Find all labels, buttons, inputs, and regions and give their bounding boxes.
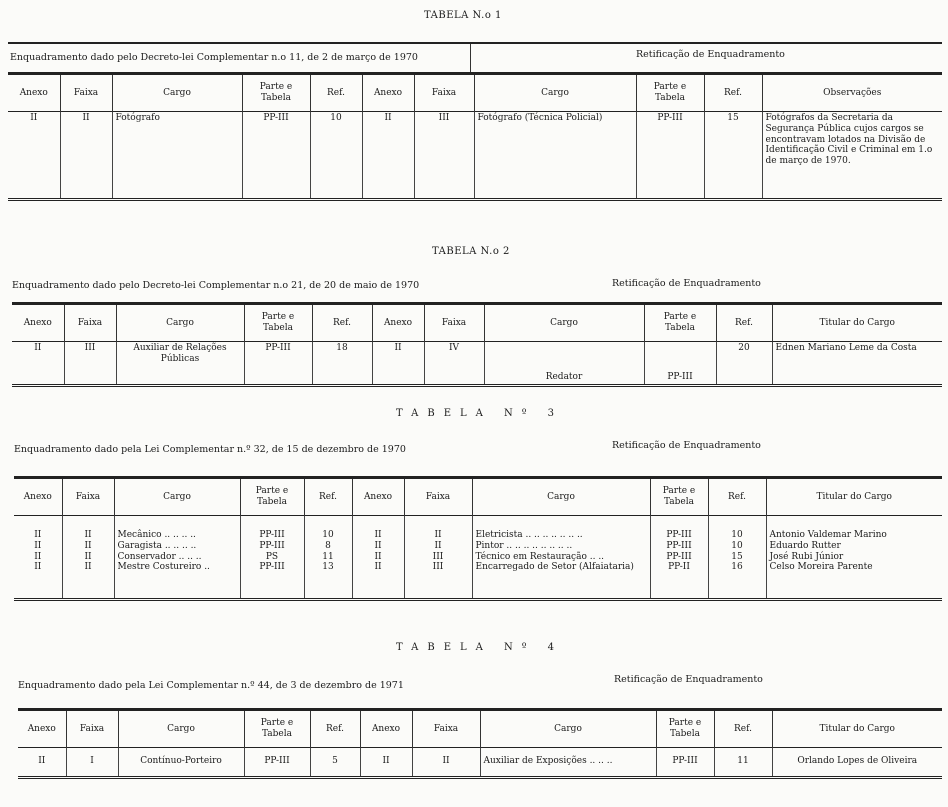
cell: 10 10 15 16 (708, 516, 766, 600)
header-faixa-ret: Faixa (404, 478, 472, 516)
tabela3-right-caption: Retificação de Enquadramento (612, 440, 761, 451)
cell: III (64, 342, 116, 386)
tabela2-title: TABELA N.o 2 (432, 246, 510, 257)
tabela3-table (14, 476, 942, 601)
cell: II (372, 342, 424, 386)
cell: 10 (310, 112, 362, 200)
table-row (8, 112, 942, 200)
header-faixa: Faixa (66, 710, 118, 748)
header-anexo-ret: Anexo (362, 74, 414, 112)
cell: PP-III PP-III PS PP-III (240, 516, 304, 600)
cell: 18 (312, 342, 372, 386)
cell: Ednen Mariano Leme da Costa (772, 342, 942, 386)
header-cargo-ret: Cargo (480, 710, 656, 748)
header-parte-tabela: Parte e Tabela (244, 304, 312, 342)
header-ref: Ref. (310, 74, 362, 112)
header-faixa: Faixa (64, 304, 116, 342)
header-titular: Titular do Cargo (766, 478, 942, 516)
tabela4-table (18, 708, 942, 779)
header-titular: Titular do Cargo (772, 710, 942, 748)
cell: Eletricista .. .. .. .. .. .. .. Pintor .. .. .. .. .. .. .. .. Técnico em Restauração .. .. Encarregado de Setor (Alfaiataria) (472, 516, 650, 600)
header-ref: Ref. (312, 304, 372, 342)
tabela1-left-caption: Enquadramento dado pelo Decreto-lei Complementar n.o 11, de 2 de março de 1970 (10, 52, 418, 63)
tabela1-title: TABELA N.o 1 (424, 10, 502, 21)
header-ref: Ref. (310, 710, 360, 748)
header-anexo-ret: Anexo (352, 478, 404, 516)
cell: PP-III (636, 112, 704, 200)
cell: Fotógrafo (112, 112, 242, 200)
cell: PP-III PP-III PP-III PP-II (650, 516, 708, 600)
header-observacoes: Observações (762, 74, 942, 112)
cell: 5 (310, 748, 360, 778)
header-faixa-ret: Faixa (412, 710, 480, 748)
cell: III (414, 112, 474, 200)
cell: Mecânico .. .. .. .. Garagista .. .. .. .. Conservador .. .. .. Mestre Costureiro .. (114, 516, 240, 600)
header-cargo: Cargo (118, 710, 244, 748)
header-cargo: Cargo (116, 304, 244, 342)
tabela4-title: TABELA Nº 4 (396, 642, 564, 653)
header-ref-ret: Ref. (704, 74, 762, 112)
cell: II (60, 112, 112, 200)
header-ref-ret: Ref. (708, 478, 766, 516)
tabela4-right-caption: Retificação de Enquadramento (614, 674, 763, 685)
header-parte-tabela-ret: Parte e Tabela (650, 478, 708, 516)
header-faixa-ret: Faixa (424, 304, 484, 342)
cell: PP-III (644, 342, 716, 386)
cell: 15 (704, 112, 762, 200)
cell: II (412, 748, 480, 778)
header-faixa: Faixa (60, 74, 112, 112)
header-cargo: Cargo (114, 478, 240, 516)
header-parte-tabela-ret: Parte e Tabela (656, 710, 714, 748)
header-anexo: Anexo (23, 317, 52, 328)
header-anexo-ret: Anexo (372, 304, 424, 342)
header-anexo-ret: Anexo (360, 710, 412, 748)
header-cargo-ret: Cargo (472, 478, 650, 516)
cell: Fotógrafo (Técnica Policial) (474, 112, 636, 200)
cell: 20 (716, 342, 772, 386)
cell: PP-III (244, 748, 310, 778)
cell: PP-III (244, 342, 312, 386)
cell: Redator (484, 342, 644, 386)
header-parte-tabela: Parte e Tabela (240, 478, 304, 516)
cell: Fotógrafos da Secretaria da Segurança Pública cujos cargos se encontravam lotados na Divisão de Identificação Civil e Criminal em 1.o de março de 1970. (762, 112, 942, 200)
tabela1-table (8, 72, 942, 201)
cell: II II II II (62, 516, 114, 600)
header-faixa: Faixa (62, 478, 114, 516)
cell: PP-III (656, 748, 714, 778)
tabela2-right-caption: Retificação de Enquadramento (612, 278, 761, 289)
table-row (12, 342, 942, 386)
cell: I (66, 748, 118, 778)
header-parte-tabela-ret: Parte e Tabela (636, 74, 704, 112)
header-anexo: Anexo (23, 491, 52, 502)
header-anexo: Anexo (19, 87, 48, 98)
cell: Contínuo-Porteiro (118, 748, 244, 778)
header-faixa-ret: Faixa (414, 74, 474, 112)
cell: Auxiliar de Exposições .. .. .. (480, 748, 656, 778)
cell: 11 (714, 748, 772, 778)
tabela1-right-caption: Retificação de Enquadramento (636, 49, 785, 60)
header-cargo-ret: Cargo (484, 304, 644, 342)
tabela2-table (12, 302, 942, 387)
header-ref-ret: Ref. (714, 710, 772, 748)
header-parte-tabela: Parte e Tabela (244, 710, 310, 748)
header-cargo: Cargo (112, 74, 242, 112)
cell: II (30, 113, 38, 123)
cell: II (360, 748, 412, 778)
cell: II II II II (34, 530, 42, 573)
cell: Antonio Valdemar Marino Eduardo Rutter José Rubi Júnior Celso Moreira Parente (766, 516, 942, 600)
header-parte-tabela: Parte e Tabela (242, 74, 310, 112)
cell: Orlando Lopes de Oliveira (772, 748, 942, 778)
header-ref-ret: Ref. (716, 304, 772, 342)
tabela2-left-caption: Enquadramento dado pelo Decreto-lei Complementar n.o 21, de 20 de maio de 1970 (12, 280, 420, 291)
cell: II II II II (352, 516, 404, 600)
cell: II (38, 756, 46, 766)
header-ref: Ref. (304, 478, 352, 516)
cell: II II III III (404, 516, 472, 600)
header-parte-tabela-ret: Parte e Tabela (644, 304, 716, 342)
header-titular: Titular do Cargo (772, 304, 942, 342)
tabela4-left-caption: Enquadramento dado pela Lei Complementar n.º 44, de 3 de dezembro de 1971 (18, 680, 404, 691)
cell: Auxiliar de Relações Públicas (116, 342, 244, 386)
cell: IV (424, 342, 484, 386)
tabela3-left-caption: Enquadramento dado pela Lei Complementar n.º 32, de 15 de dezembro de 1970 (14, 444, 406, 455)
table-row (14, 516, 942, 600)
table-row (18, 748, 942, 778)
cell: II (362, 112, 414, 200)
cell: PP-III (242, 112, 310, 200)
cell: II (34, 343, 42, 353)
cell: 10 8 11 13 (304, 516, 352, 600)
header-cargo-ret: Cargo (474, 74, 636, 112)
tabela3-title: TABELA Nº 3 (396, 408, 564, 419)
header-anexo: Anexo (27, 723, 56, 734)
